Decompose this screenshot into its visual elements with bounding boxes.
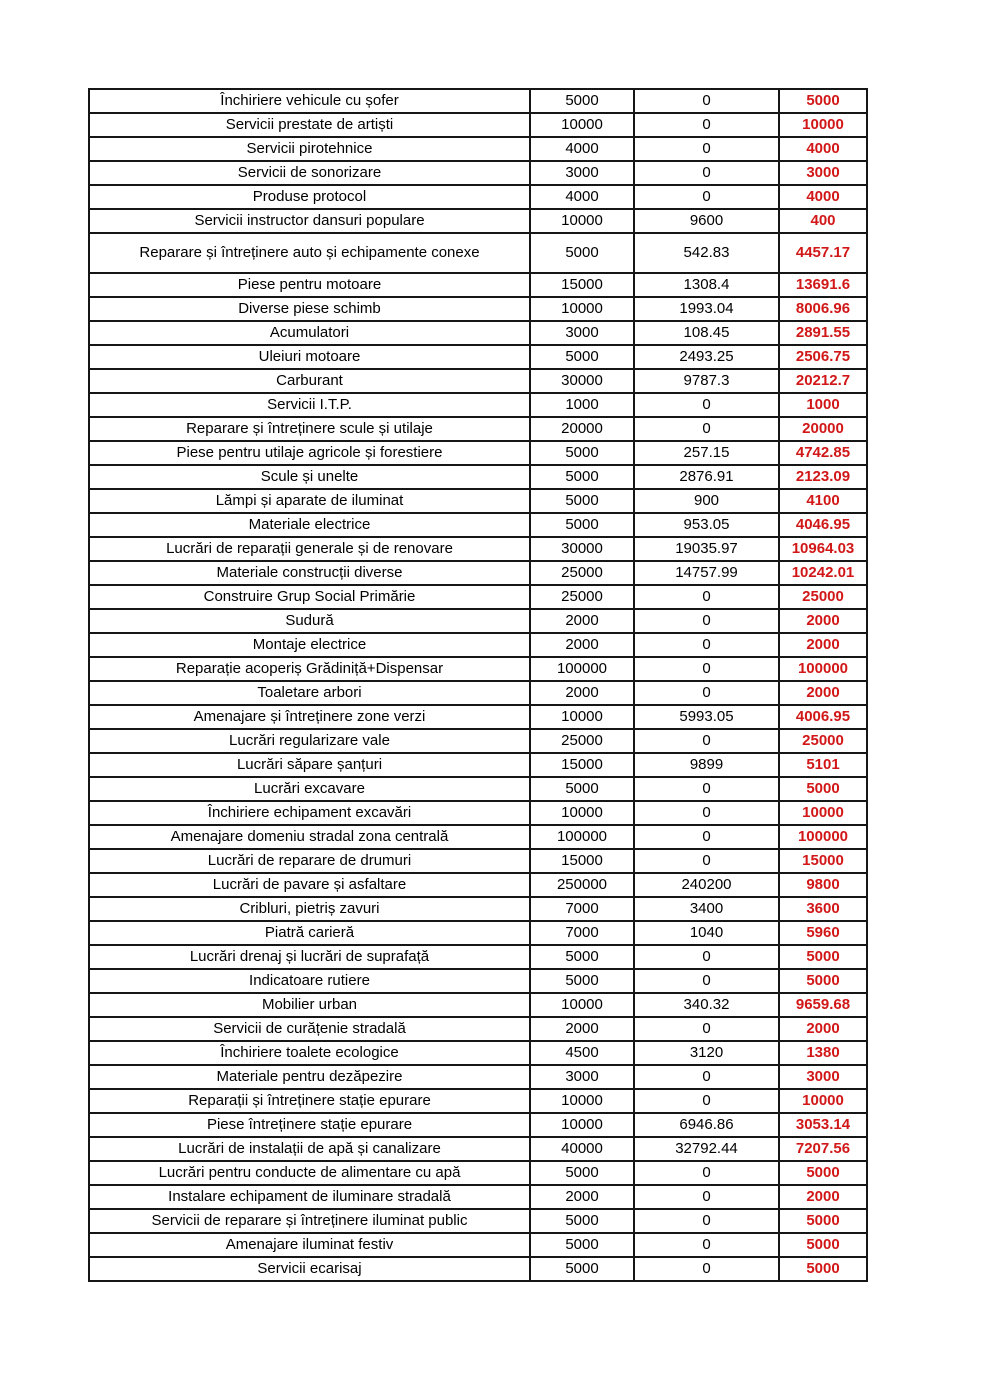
- table-row: [89, 321, 867, 345]
- budget-value-cell: 2000: [530, 609, 634, 633]
- item-label-cell: Indicatoare rutiere: [89, 969, 530, 993]
- spent-value-cell: 0: [634, 945, 779, 969]
- item-label-cell: Servicii de reparare și întreținere iluminat public: [89, 1209, 530, 1233]
- remaining-value-cell: 20000: [779, 417, 867, 441]
- spent-value-cell: 0: [634, 825, 779, 849]
- remaining-value-cell: 4046.95: [779, 513, 867, 537]
- spent-value-cell: 953.05: [634, 513, 779, 537]
- table-row: [89, 993, 867, 1017]
- budget-value-cell: 30000: [530, 369, 634, 393]
- table-row: [89, 1017, 867, 1041]
- spent-value-cell: 6946.86: [634, 1113, 779, 1137]
- table-row: [89, 873, 867, 897]
- item-label-cell: Servicii I.T.P.: [89, 393, 530, 417]
- table-row: [89, 345, 867, 369]
- table-row: [89, 1257, 867, 1281]
- budget-value-cell: 2000: [530, 681, 634, 705]
- remaining-value-cell: 4000: [779, 137, 867, 161]
- table-row: [89, 513, 867, 537]
- budget-value-cell: 4500: [530, 1041, 634, 1065]
- budget-value-cell: 15000: [530, 849, 634, 873]
- spent-value-cell: 0: [634, 137, 779, 161]
- item-label-cell: Servicii ecarisaj: [89, 1257, 530, 1281]
- budget-value-cell: 7000: [530, 921, 634, 945]
- budget-value-cell: 5000: [530, 1161, 634, 1185]
- table-row: [89, 777, 867, 801]
- budget-value-cell: 7000: [530, 897, 634, 921]
- item-label-cell: Materiale construcții diverse: [89, 561, 530, 585]
- budget-value-cell: 1000: [530, 393, 634, 417]
- spent-value-cell: 0: [634, 969, 779, 993]
- spent-value-cell: 0: [634, 1161, 779, 1185]
- table-row: [89, 113, 867, 137]
- remaining-value-cell: 400: [779, 209, 867, 233]
- table-row: [89, 897, 867, 921]
- item-label-cell: Piese pentru utilaje agricole și forestiere: [89, 441, 530, 465]
- budget-value-cell: 100000: [530, 825, 634, 849]
- table-row: [89, 825, 867, 849]
- item-label-cell: Servicii de curățenie stradală: [89, 1017, 530, 1041]
- spent-value-cell: 5993.05: [634, 705, 779, 729]
- remaining-value-cell: 5000: [779, 89, 867, 113]
- budget-value-cell: 3000: [530, 161, 634, 185]
- spent-value-cell: 0: [634, 1185, 779, 1209]
- table-row: [89, 1041, 867, 1065]
- budget-value-cell: 2000: [530, 1017, 634, 1041]
- item-label-cell: Construire Grup Social Primărie: [89, 585, 530, 609]
- spent-value-cell: 0: [634, 1257, 779, 1281]
- item-label-cell: Lămpi și aparate de iluminat: [89, 489, 530, 513]
- spent-value-cell: 0: [634, 1017, 779, 1041]
- item-label-cell: Servicii instructor dansuri populare: [89, 209, 530, 233]
- item-label-cell: Toaletare arbori: [89, 681, 530, 705]
- remaining-value-cell: 2506.75: [779, 345, 867, 369]
- spent-value-cell: 9899: [634, 753, 779, 777]
- remaining-value-cell: 5000: [779, 1233, 867, 1257]
- table-row: [89, 585, 867, 609]
- budget-value-cell: 10000: [530, 705, 634, 729]
- budget-value-cell: 25000: [530, 561, 634, 585]
- budget-value-cell: 4000: [530, 185, 634, 209]
- item-label-cell: Cribluri, pietriș zavuri: [89, 897, 530, 921]
- spent-value-cell: 19035.97: [634, 537, 779, 561]
- table-row: [89, 417, 867, 441]
- remaining-value-cell: 4742.85: [779, 441, 867, 465]
- spent-value-cell: 0: [634, 89, 779, 113]
- budget-value-cell: 10000: [530, 801, 634, 825]
- remaining-value-cell: 2000: [779, 633, 867, 657]
- table-row: [89, 1089, 867, 1113]
- remaining-value-cell: 10000: [779, 1089, 867, 1113]
- table-row: [89, 969, 867, 993]
- spent-value-cell: 0: [634, 1089, 779, 1113]
- item-label-cell: Diverse piese schimb: [89, 297, 530, 321]
- remaining-value-cell: 5000: [779, 945, 867, 969]
- table-row: [89, 1065, 867, 1089]
- item-label-cell: Închiriere toalete ecologice: [89, 1041, 530, 1065]
- table-row: [89, 489, 867, 513]
- item-label-cell: Reparație acoperiș Grădiniță+Dispensar: [89, 657, 530, 681]
- spent-value-cell: 9787.3: [634, 369, 779, 393]
- item-label-cell: Scule și unelte: [89, 465, 530, 489]
- budget-value-cell: 25000: [530, 585, 634, 609]
- remaining-value-cell: 2123.09: [779, 465, 867, 489]
- remaining-value-cell: 5101: [779, 753, 867, 777]
- item-label-cell: Montaje electrice: [89, 633, 530, 657]
- budget-value-cell: 30000: [530, 537, 634, 561]
- table-row: [89, 89, 867, 113]
- spent-value-cell: 1308.4: [634, 273, 779, 297]
- spent-value-cell: 0: [634, 633, 779, 657]
- item-label-cell: Lucrări de pavare și asfaltare: [89, 873, 530, 897]
- spent-value-cell: 0: [634, 1065, 779, 1089]
- table-body: [89, 89, 867, 1281]
- table-row: [89, 849, 867, 873]
- table-row: [89, 233, 867, 273]
- table-row: [89, 561, 867, 585]
- remaining-value-cell: 3053.14: [779, 1113, 867, 1137]
- remaining-value-cell: 9800: [779, 873, 867, 897]
- item-label-cell: Reparare și întreținere auto și echipamente conexe: [89, 233, 530, 273]
- item-label-cell: Produse protocol: [89, 185, 530, 209]
- remaining-value-cell: 25000: [779, 585, 867, 609]
- item-label-cell: Carburant: [89, 369, 530, 393]
- budget-value-cell: 2000: [530, 1185, 634, 1209]
- table-row: [89, 185, 867, 209]
- table-row: [89, 657, 867, 681]
- remaining-value-cell: 2000: [779, 1185, 867, 1209]
- remaining-value-cell: 10964.03: [779, 537, 867, 561]
- item-label-cell: Materiale pentru dezăpezire: [89, 1065, 530, 1089]
- item-label-cell: Lucrări regularizare vale: [89, 729, 530, 753]
- table-row: [89, 297, 867, 321]
- budget-value-cell: 5000: [530, 345, 634, 369]
- remaining-value-cell: 1380: [779, 1041, 867, 1065]
- budget-value-cell: 5000: [530, 1209, 634, 1233]
- spent-value-cell: 32792.44: [634, 1137, 779, 1161]
- item-label-cell: Lucrări pentru conducte de alimentare cu apă: [89, 1161, 530, 1185]
- spent-value-cell: 0: [634, 657, 779, 681]
- budget-value-cell: 10000: [530, 297, 634, 321]
- item-label-cell: Piatră carieră: [89, 921, 530, 945]
- item-label-cell: Lucrări de reparare de drumuri: [89, 849, 530, 873]
- item-label-cell: Piese întreținere stație epurare: [89, 1113, 530, 1137]
- table-row: [89, 137, 867, 161]
- remaining-value-cell: 2000: [779, 609, 867, 633]
- budget-value-cell: 250000: [530, 873, 634, 897]
- remaining-value-cell: 5000: [779, 1257, 867, 1281]
- remaining-value-cell: 5000: [779, 1209, 867, 1233]
- budget-value-cell: 40000: [530, 1137, 634, 1161]
- item-label-cell: Lucrări de instalații de apă și canalizare: [89, 1137, 530, 1161]
- remaining-value-cell: 13691.6: [779, 273, 867, 297]
- budget-value-cell: 5000: [530, 89, 634, 113]
- item-label-cell: Închiriere vehicule cu șofer: [89, 89, 530, 113]
- budget-value-cell: 5000: [530, 777, 634, 801]
- table-row: [89, 1113, 867, 1137]
- budget-table: [88, 88, 868, 1282]
- table-row: [89, 273, 867, 297]
- spent-value-cell: 2493.25: [634, 345, 779, 369]
- budget-value-cell: 15000: [530, 753, 634, 777]
- spent-value-cell: 0: [634, 417, 779, 441]
- spent-value-cell: 0: [634, 1209, 779, 1233]
- item-label-cell: Piese pentru motoare: [89, 273, 530, 297]
- item-label-cell: Servicii prestate de artiști: [89, 113, 530, 137]
- item-label-cell: Acumulatori: [89, 321, 530, 345]
- budget-value-cell: 25000: [530, 729, 634, 753]
- budget-value-cell: 5000: [530, 945, 634, 969]
- spent-value-cell: 9600: [634, 209, 779, 233]
- remaining-value-cell: 7207.56: [779, 1137, 867, 1161]
- remaining-value-cell: 3000: [779, 1065, 867, 1089]
- table-row: [89, 633, 867, 657]
- spent-value-cell: 108.45: [634, 321, 779, 345]
- budget-value-cell: 5000: [530, 441, 634, 465]
- item-label-cell: Servicii pirotehnice: [89, 137, 530, 161]
- item-label-cell: Materiale electrice: [89, 513, 530, 537]
- spent-value-cell: 257.15: [634, 441, 779, 465]
- budget-value-cell: 10000: [530, 1113, 634, 1137]
- table-row: [89, 393, 867, 417]
- remaining-value-cell: 5000: [779, 969, 867, 993]
- spent-value-cell: 0: [634, 393, 779, 417]
- remaining-value-cell: 3600: [779, 897, 867, 921]
- remaining-value-cell: 10000: [779, 113, 867, 137]
- item-label-cell: Servicii de sonorizare: [89, 161, 530, 185]
- table-row: [89, 369, 867, 393]
- table-row: [89, 1161, 867, 1185]
- spent-value-cell: 0: [634, 609, 779, 633]
- remaining-value-cell: 4000: [779, 185, 867, 209]
- budget-value-cell: 5000: [530, 465, 634, 489]
- remaining-value-cell: 3000: [779, 161, 867, 185]
- remaining-value-cell: 4100: [779, 489, 867, 513]
- budget-value-cell: 5000: [530, 513, 634, 537]
- table-row: [89, 161, 867, 185]
- budget-value-cell: 10000: [530, 993, 634, 1017]
- remaining-value-cell: 2000: [779, 1017, 867, 1041]
- budget-value-cell: 5000: [530, 489, 634, 513]
- item-label-cell: Amenajare iluminat festiv: [89, 1233, 530, 1257]
- remaining-value-cell: 100000: [779, 825, 867, 849]
- budget-value-cell: 10000: [530, 1089, 634, 1113]
- remaining-value-cell: 5000: [779, 777, 867, 801]
- remaining-value-cell: 15000: [779, 849, 867, 873]
- remaining-value-cell: 1000: [779, 393, 867, 417]
- table-row: [89, 465, 867, 489]
- spent-value-cell: 542.83: [634, 233, 779, 273]
- spent-value-cell: 0: [634, 681, 779, 705]
- remaining-value-cell: 2000: [779, 681, 867, 705]
- spent-value-cell: 3120: [634, 1041, 779, 1065]
- spent-value-cell: 0: [634, 777, 779, 801]
- table-row: [89, 609, 867, 633]
- item-label-cell: Lucrări săpare șanțuri: [89, 753, 530, 777]
- spent-value-cell: 0: [634, 185, 779, 209]
- table-row: [89, 729, 867, 753]
- table-row: [89, 681, 867, 705]
- remaining-value-cell: 5960: [779, 921, 867, 945]
- item-label-cell: Uleiuri motoare: [89, 345, 530, 369]
- remaining-value-cell: 20212.7: [779, 369, 867, 393]
- budget-value-cell: 20000: [530, 417, 634, 441]
- table-row: [89, 537, 867, 561]
- item-label-cell: Mobilier urban: [89, 993, 530, 1017]
- spent-value-cell: 340.32: [634, 993, 779, 1017]
- spent-value-cell: 2876.91: [634, 465, 779, 489]
- table-row: [89, 753, 867, 777]
- table-row: [89, 441, 867, 465]
- item-label-cell: Reparare și întreținere scule și utilaje: [89, 417, 530, 441]
- budget-value-cell: 5000: [530, 1257, 634, 1281]
- item-label-cell: Amenajare și întreținere zone verzi: [89, 705, 530, 729]
- remaining-value-cell: 5000: [779, 1161, 867, 1185]
- spent-value-cell: 3400: [634, 897, 779, 921]
- item-label-cell: Lucrări drenaj și lucrări de suprafață: [89, 945, 530, 969]
- table-row: [89, 801, 867, 825]
- budget-value-cell: 3000: [530, 1065, 634, 1089]
- spent-value-cell: 0: [634, 1233, 779, 1257]
- remaining-value-cell: 10000: [779, 801, 867, 825]
- item-label-cell: Instalare echipament de iluminare stradală: [89, 1185, 530, 1209]
- budget-value-cell: 5000: [530, 969, 634, 993]
- budget-value-cell: 10000: [530, 113, 634, 137]
- table-row: [89, 705, 867, 729]
- spent-value-cell: 1040: [634, 921, 779, 945]
- spent-value-cell: 0: [634, 585, 779, 609]
- spent-value-cell: 14757.99: [634, 561, 779, 585]
- remaining-value-cell: 9659.68: [779, 993, 867, 1017]
- table-row: [89, 1233, 867, 1257]
- table-row: [89, 209, 867, 233]
- budget-value-cell: 2000: [530, 633, 634, 657]
- remaining-value-cell: 4006.95: [779, 705, 867, 729]
- item-label-cell: Lucrări de reparații generale și de renovare: [89, 537, 530, 561]
- budget-value-cell: 5000: [530, 1233, 634, 1257]
- remaining-value-cell: 10242.01: [779, 561, 867, 585]
- remaining-value-cell: 8006.96: [779, 297, 867, 321]
- spent-value-cell: 0: [634, 849, 779, 873]
- spent-value-cell: 1993.04: [634, 297, 779, 321]
- spent-value-cell: 240200: [634, 873, 779, 897]
- table-row: [89, 945, 867, 969]
- budget-value-cell: 100000: [530, 657, 634, 681]
- spent-value-cell: 0: [634, 729, 779, 753]
- spent-value-cell: 900: [634, 489, 779, 513]
- budget-value-cell: 3000: [530, 321, 634, 345]
- table-row: [89, 921, 867, 945]
- remaining-value-cell: 25000: [779, 729, 867, 753]
- table-row: [89, 1137, 867, 1161]
- budget-value-cell: 10000: [530, 209, 634, 233]
- item-label-cell: Lucrări excavare: [89, 777, 530, 801]
- budget-value-cell: 5000: [530, 233, 634, 273]
- table-row: [89, 1209, 867, 1233]
- table-row: [89, 1185, 867, 1209]
- spent-value-cell: 0: [634, 113, 779, 137]
- item-label-cell: Sudură: [89, 609, 530, 633]
- item-label-cell: Reparații și întreținere stație epurare: [89, 1089, 530, 1113]
- remaining-value-cell: 4457.17: [779, 233, 867, 273]
- item-label-cell: Amenajare domeniu stradal zona centrală: [89, 825, 530, 849]
- budget-value-cell: 15000: [530, 273, 634, 297]
- remaining-value-cell: 100000: [779, 657, 867, 681]
- remaining-value-cell: 2891.55: [779, 321, 867, 345]
- spent-value-cell: 0: [634, 801, 779, 825]
- item-label-cell: Închiriere echipament excavări: [89, 801, 530, 825]
- budget-value-cell: 4000: [530, 137, 634, 161]
- spent-value-cell: 0: [634, 161, 779, 185]
